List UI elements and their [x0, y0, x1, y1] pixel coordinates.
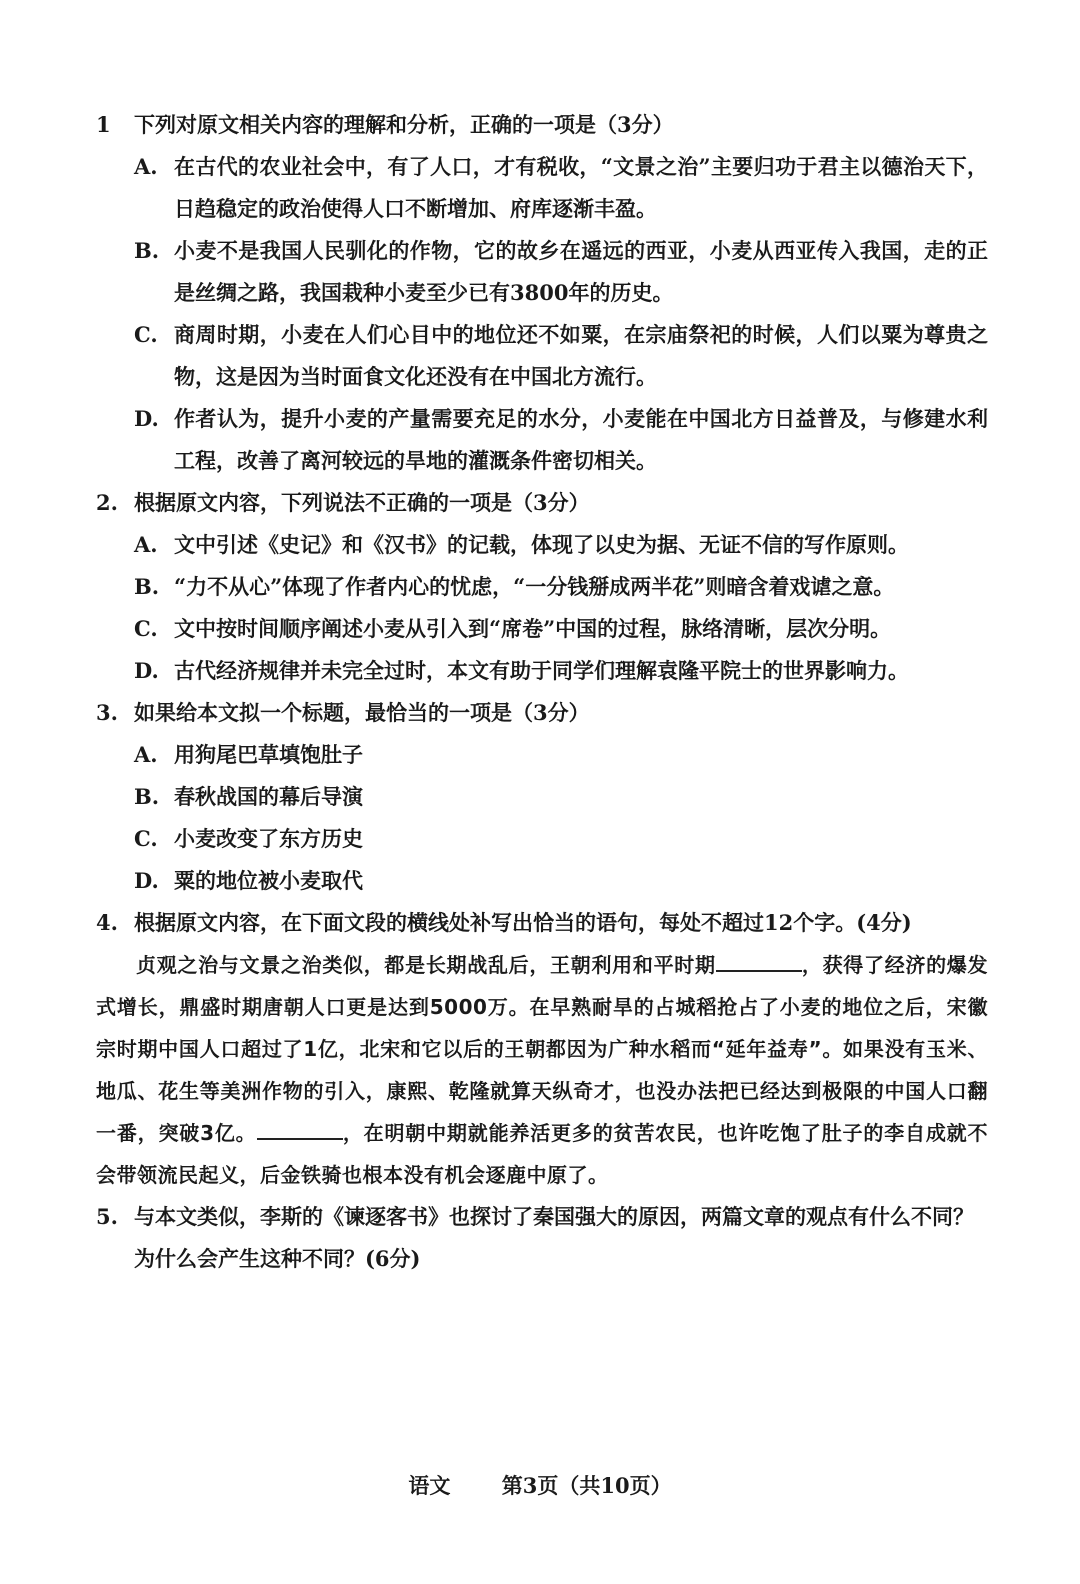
question-stem	[96, 902, 988, 944]
option-label: B.	[134, 784, 160, 809]
option-c	[96, 314, 988, 398]
option-label: D.	[134, 406, 159, 431]
option-text: 古代经济规律并未完全过时，本文有助于同学们理解袁隆平院士的世界影响力。	[174, 658, 909, 683]
question-number: 5.	[96, 1204, 118, 1229]
fill-in-passage	[96, 944, 988, 1196]
option-label: A.	[134, 742, 158, 767]
option-text: 在古代的农业社会中，有了人口，才有税收，“文景之治”主要归功于君主以德治天下，日趋稳定的政治使得人口不断增加、府库逐渐丰盈。	[174, 154, 988, 221]
option-a	[96, 146, 988, 230]
option-d	[96, 860, 988, 902]
question-stem	[96, 104, 988, 146]
question-list	[96, 104, 988, 1280]
page-number: 第3页（共10页）	[501, 1473, 672, 1498]
question-1	[96, 104, 988, 482]
option-text: 商周时期，小麦在人们心目中的地位还不如粟，在宗庙祭祀的时候，人们以粟为尊贵之物，这是因为当时面食文化还没有在中国北方流行。	[174, 322, 988, 389]
option-label: A.	[134, 154, 158, 179]
question-number: 4.	[96, 910, 118, 935]
question-text: 根据原文内容，下列说法不正确的一项是（3分）	[134, 490, 590, 515]
option-text: 粟的地位被小麦取代	[174, 868, 363, 893]
question-text: 与本文类似，李斯的《谏逐客书》也探讨了秦国强大的原因，两篇文章的观点有什么不同？为什么会产生这种不同？(6分)	[134, 1204, 974, 1271]
question-number: 3.	[96, 700, 118, 725]
option-label: D.	[134, 868, 159, 893]
option-a	[96, 734, 988, 776]
question-text: 如果给本文拟一个标题，最恰当的一项是（3分）	[134, 700, 590, 725]
option-text: 文中按时间顺序阐述小麦从引入到“席卷”中国的过程，脉络清晰，层次分明。	[174, 616, 892, 641]
option-b	[96, 776, 988, 818]
option-text: 文中引述《史记》和《汉书》的记载，体现了以史为据、无证不信的写作原则。	[174, 532, 909, 557]
option-text: 春秋战国的幕后导演	[174, 784, 363, 809]
option-label: B.	[134, 238, 160, 263]
option-a	[96, 524, 988, 566]
option-b	[96, 230, 988, 314]
option-text: 小麦改变了东方历史	[174, 826, 363, 851]
page-footer	[0, 1470, 1080, 1500]
passage-text: ，在明朝中期就能养活更多的贫苦农民，也许吃饱了肚子的李自成就不会带领流民起义，后金铁骑也根本没有机会逐鹿中原了。	[96, 1121, 988, 1187]
option-text: 小麦不是我国人民驯化的作物，它的故乡在遥远的西亚，小麦从西亚传入我国，走的正是丝绸之路，我国栽种小麦至少已有3800年的历史。	[174, 238, 988, 305]
option-d	[96, 650, 988, 692]
question-3	[96, 692, 988, 902]
question-4	[96, 902, 988, 1196]
option-c	[96, 818, 988, 860]
answer-blank-2[interactable]	[257, 1114, 343, 1140]
question-number: 2.	[96, 490, 118, 515]
answer-blank-1[interactable]	[716, 946, 802, 972]
option-label: D.	[134, 658, 159, 683]
subject-label: 语文	[408, 1473, 451, 1498]
question-2	[96, 482, 988, 692]
question-text: 根据原文内容，在下面文段的横线处补写出恰当的语句，每处不超过12个字。(4分)	[134, 910, 912, 935]
question-stem	[96, 692, 988, 734]
option-text: 作者认为，提升小麦的产量需要充足的水分，小麦能在中国北方日益普及，与修建水利工程，改善了离河较远的旱地的灌溉条件密切相关。	[174, 406, 988, 473]
option-label: C.	[134, 826, 158, 851]
option-label: A.	[134, 532, 158, 557]
option-b	[96, 566, 988, 608]
question-text: 下列对原文相关内容的理解和分析，正确的一项是（3分）	[134, 112, 674, 137]
passage-text: 贞观之治与文景之治类似，都是长期战乱后，王朝利用和平时期	[136, 953, 716, 977]
option-label: B.	[134, 574, 160, 599]
option-text: 用狗尾巴草填饱肚子	[174, 742, 363, 767]
option-label: C.	[134, 616, 158, 641]
passage-text: ，获得了经济的爆发式增长，鼎盛时期唐朝人口更是达到5000万。在早熟耐旱的占城稻抢占了小麦的地位之后，宋徽宗时期中国人口超过了1亿，北宋和它以后的王朝都因为广种水稻而“延年益寿”。如果没有玉米、地瓜、花生等美洲作物的引入，康熙、乾隆就算天纵奇才，也没办法把已经达到极限的中国人口翻一番，突破3亿。	[96, 953, 989, 1145]
option-d	[96, 398, 988, 482]
option-c	[96, 608, 988, 650]
question-stem	[96, 482, 988, 524]
option-text: “力不从心”体现了作者内心的忧虑，“一分钱掰成两半花”则暗含着戏谑之意。	[174, 574, 895, 599]
question-number: 1	[96, 112, 111, 137]
option-label: C.	[134, 322, 158, 347]
question-stem	[96, 1196, 988, 1280]
question-5	[96, 1196, 988, 1280]
